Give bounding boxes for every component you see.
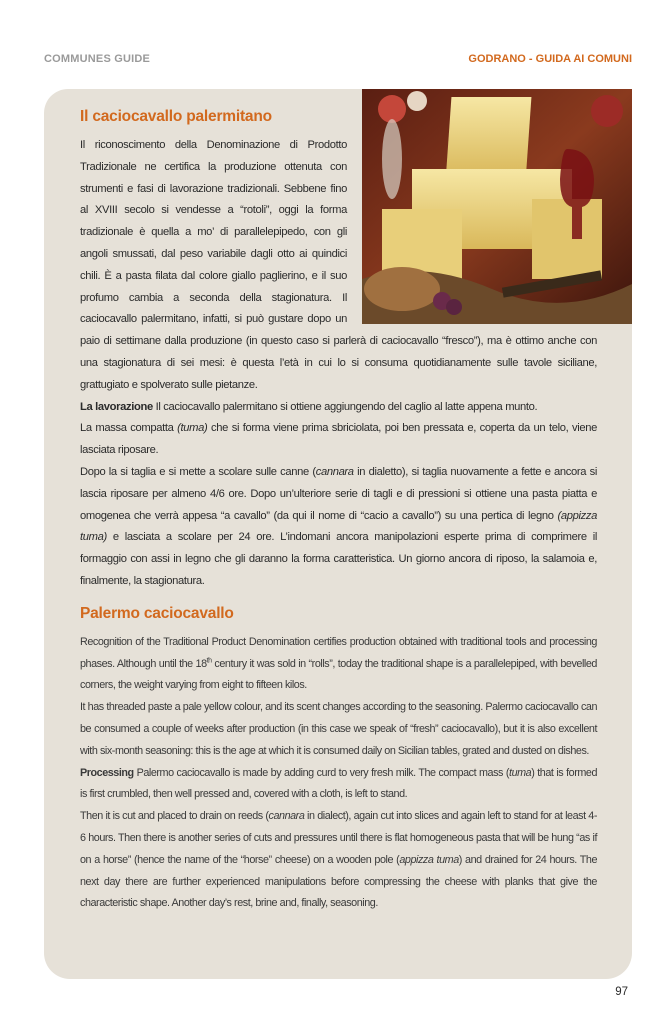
en-section-title: Palermo caciocavallo	[80, 604, 234, 622]
en-paragraph-cut	[80, 806, 597, 915]
it-intro-wrap	[80, 135, 597, 593]
it-tuma-b: che si forma viene prima sbriciolata, poi ben pressata e, coperta da un telo, viene lasciata riposare.	[80, 422, 598, 457]
page-number: 97	[615, 986, 628, 998]
en-paragraph-intro	[80, 632, 597, 697]
it-paragraph-process	[80, 462, 597, 593]
it-process-italic-1: cannara	[315, 465, 354, 478]
page-header-left: COMMUNES GUIDE	[44, 53, 151, 65]
en-cut-b: in dialect), again cut into slices and again left to stand for at least 4-6 hours. Then there is another series of cuts and pressures until there is flat homogeneous pasta that will be hung “as if on a horse” (hence the name of the “horse” cheese) on a wooden pole (	[80, 810, 597, 866]
it-intro-text: Il riconoscimento della Denominazione di Prodotto Tradizionale ne certifica la produzione ottenuta con strumenti e fasi di lavorazione tradizionali. Sebbene fino al XVIII secolo si vendesse a “rotoli”, oggi la forma tradizionale è quella a mo’ di parallelepipedo, con gli angoli smussati, dal peso variabile dagli otto ai quindici chili. È a pasta filata dal colore giallo paglierino, e il suo profumo cambia a seconda della stagionatura. Il caciocavallo palermitano, infatti, si può gustare dopo un paio di settimane dalla produzione (in questo caso si parlerà di caciocavallo “fresco”), ma è ottimo anche con una stagionatura di sei mesi: è questa l’età in cui lo si consuma quotidianamente sulle tavole siciliane, grattugiato e spolverato sulle pietanze.	[80, 139, 597, 391]
en-cut-c: ) and drained for 24 hours. The next day there are further experienced manipulations before compressing the cheese with planks that give the characteristic shape. Another day’s rest, brine and, finally, seasoning.	[80, 853, 598, 910]
header-town: GODRANO	[468, 53, 526, 65]
en-intro-sup: th	[206, 656, 212, 664]
it-lavorazione-label: La lavorazione	[80, 400, 153, 413]
it-paragraph-tuma	[80, 418, 597, 462]
en-processing-a: Palermo caciocavallo is made by adding curd to very fresh milk. The compact mass (	[133, 766, 510, 779]
en-paragraph-paste: It has threaded paste a pale yellow colour, and its scent changes according to the seasoning. Palermo caciocavallo can be consumed a couple of weeks after production (in this case we speak of “fresh” caciocavallo), but it is also excellent with six-month seasoning: this is the age at which it is consumed daily on Sicilian tables, grated and dusted on dishes.	[80, 701, 597, 757]
page-header-right	[468, 53, 632, 65]
it-process-b: in dialetto), si taglia nuovamente a fette e ancora si lascia riposare per almeno 4/6 ore. Dopo un’ulteriore serie di tagli e di pressioni si ottiene una pasta piatta e omogenea che verrà appesa “a cavallo” (da qui il nome di “cacio a cavallo”) su una pertica di legno	[80, 465, 597, 522]
en-cut-a: Then it is cut and placed to drain on reeds (	[80, 810, 269, 823]
en-processing-label: Processing	[80, 766, 134, 779]
it-section-title: Il caciocavallo palermitano	[80, 108, 272, 125]
en-cut-italic-2: appizza tuma	[399, 853, 459, 866]
it-paragraph-intro	[80, 135, 597, 397]
it-process-italic-2: (appizza tuma)	[80, 509, 597, 544]
photo-float-spacer	[347, 135, 597, 331]
it-process-c: e lasciata a scolare per 24 ore. L’indomani ancora manipolazioni esperte prima di comprimere il formaggio con assi in legno che gli daranno la forma caratteristica. Un giorno ancora di riposo, la salamoia e, finalmente, la stagionatura.	[80, 531, 597, 587]
en-intro-a: Recognition of the Traditional Product Denomination certifies production obtained with traditional tools and processing phases. Although until the 18	[80, 635, 597, 670]
it-process-a: Dopo la si taglia e si mette a scolare sulle canne (	[80, 465, 316, 478]
it-tuma-a: La massa compatta	[80, 422, 178, 435]
en-processing-b: ) that is formed is first crumbled, then well pressed and, covered with a cloth, is left to stand.	[80, 766, 597, 801]
it-tuma-italic: (tuma)	[177, 422, 208, 435]
en-intro-b: century it was sold in “rolls”, today the traditional shape is a parallelepiped, with bevelled corners, the weight varying from eight to fifteen kilos.	[80, 657, 597, 692]
en-cut-italic-1: cannara	[268, 810, 305, 823]
it-lavorazione-text: Il caciocavallo palermitano si ottiene aggiungendo del caglio al latte appena munto.	[152, 400, 538, 413]
it-paragraph-lavorazione	[80, 397, 597, 419]
en-paragraph-processing	[80, 763, 597, 807]
en-processing-italic: tuma	[509, 766, 532, 779]
en-section	[80, 632, 597, 915]
article-content	[80, 108, 597, 915]
header-guide: - GUIDA AI COMUNI	[525, 53, 632, 65]
